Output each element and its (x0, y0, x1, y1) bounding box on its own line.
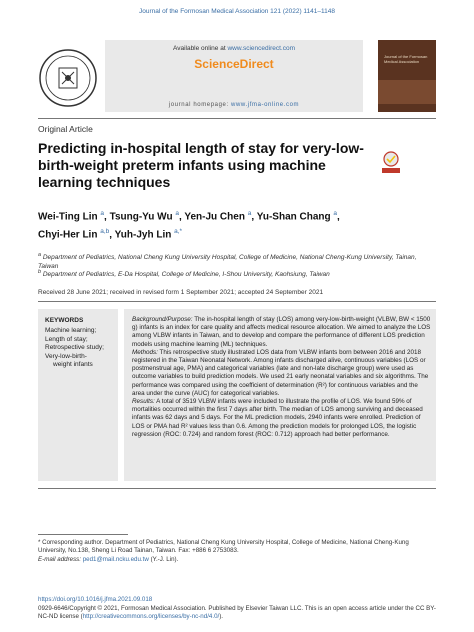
divider (38, 488, 436, 489)
license-link[interactable]: http://creativecommons.org/licenses/by-nc-nd/4.0/ (82, 613, 220, 620)
doi-link[interactable]: https://doi.org/10.1016/j.jfma.2021.09.018 (38, 596, 153, 603)
affiliation-a: $^a$ Department of Pediatrics, National Cheng Kung University Hospital, College of Medicine, National Cheng-Kung University, Tainan, Taiwan (38, 252, 417, 270)
journal-seal-logo (38, 48, 98, 108)
article-type: Original Article (38, 124, 93, 134)
author-email-link[interactable]: ped1@mail.ncku.edu.tw (82, 556, 149, 563)
author-affil-sup[interactable]: a,* (174, 228, 183, 236)
available-online-text: Available online at www.sciencedirect.com (172, 45, 295, 52)
abstract-text (132, 316, 432, 439)
author-name[interactable]: Tsung-Yu Wu (109, 211, 173, 223)
keyword-item: Length of stay; (45, 335, 88, 343)
journal-homepage-text: journal homepage: www.jfma-online.com (168, 102, 300, 108)
sciencedirect-url-link[interactable]: www.sciencedirect.com (227, 45, 295, 52)
footnote-divider (38, 534, 128, 535)
email-note: E-mail address: ped1@mail.ncku.edu.tw (Y.-J. Lin). (38, 556, 179, 563)
keyword-item: weight infants (53, 361, 93, 368)
author-affil-sup[interactable]: a (333, 210, 338, 217)
keyword-item: Very-low-birth- (45, 352, 87, 360)
divider (38, 118, 436, 119)
author-affil-sup[interactable]: a,b (100, 228, 110, 236)
abstract-results: Results: A total of 3519 VLBW infants were included to illustrate the profile of LOS. We found 59% of mortalities occurred within the first 7 days after birth. The median of LOS among surviving and deceased infants was 62 days and 5 days. For the ML prediction models, 2940 infants were enrolled. Prediction of LOS or PMA had R² values less than 0.6. Among the prediction models for prolonged LOS, the logistic regression (ROC: 0.724) and random forest (ROC: 0.712) approach had better performance. (132, 398, 423, 438)
keyword-item: Machine learning; (45, 327, 97, 334)
article-title: Predicting in-hospital length of stay for very-low-birth-weight preterm infants using machine learning techniques (38, 140, 364, 190)
license-text: 0929-6646/Copyright © 2021, Formosan Medical Association. Published by Elsevier Taiwan LLC. This is an open access article under the CC BY-NC-ND license (http://creativecommons.org/licenses/by-nc-nd/4.0/). (38, 605, 436, 620)
sciencedirect-logo[interactable]: ScienceDirect (194, 57, 274, 71)
author-name[interactable]: Yu-Shan Chang (256, 211, 331, 223)
received-dates: Received 28 June 2021; received in revised form 1 September 2021; accepted 24 September 2021 (38, 289, 324, 296)
journal-cover-image[interactable] (378, 40, 436, 112)
author-affil-sup[interactable]: a (247, 210, 252, 217)
abstract-background: Background/Purpose: The in-hospital length of stay (LOS) among very-low-birth-weight (VLBW, BW < 1500 g) infants is an index for care quality and affects medical resource allocation. We aimed to analyze the LOS among VLBW infants in Taiwan, and to develop and compare the performance of different LOS prediction models using machine learning (ML) techniques. (132, 316, 431, 348)
author-name[interactable]: Wei-Ting Lin (38, 211, 98, 223)
author-list (38, 206, 438, 243)
author-name[interactable]: Chyi-Her Lin (38, 229, 98, 241)
author-name[interactable]: Yen-Ju Chen (184, 211, 245, 223)
keyword-item: Retrospective study; (45, 344, 104, 351)
cover-title: Journal of the Formosan Medical Association (384, 54, 428, 64)
abstract-box (124, 309, 436, 481)
journal-homepage-link[interactable]: www.jfma-online.com (231, 102, 300, 108)
affiliation-b: $^b$ Department of Pediatrics, E-Da Hospital, College of Medicine, I-Shou University, Kaohsiung, Taiwan (38, 269, 330, 279)
corresponding-author-note: * Corresponding author. Department of Pediatrics, National Cheng Kung University Hospital, College of Medicine, National Cheng-Kung University, No.138, Sheng Li Road Tainan, Taiwan. Fax: +886 6 2753083. (38, 539, 409, 554)
author-line-1: Wei-Ting Lin $^a$, Tsung-Yu Wu $^a$, Yen-Ju Chen $^a$, Yu-Shan Chang $^a$, (38, 210, 340, 223)
check-for-updates-icon[interactable] (380, 150, 402, 174)
author-affil-sup[interactable]: a (175, 210, 179, 217)
keywords-list (45, 327, 104, 370)
author-line-2: Chyi-Her Lin $^{a,b}$, Yuh-Jyh Lin $^{a,*}$ (38, 228, 183, 241)
journal-reference[interactable]: Journal of the Formosan Medical Association 121 (2022) 1141–1148 (139, 8, 335, 15)
author-name[interactable]: Yuh-Jyh Lin (114, 229, 172, 241)
keywords-box (38, 309, 118, 481)
keywords-heading: KEYWORDS (45, 317, 84, 324)
abstract-methods: Methods: This retrospective study illustrated LOS data from VLBW infants born between 2016 and 2018 registered in the Taiwan Neonatal Network. Among infants discharged alive, continuous variables (LOS or postmenstrual age, PMA) and categorical variables (late and non-late discharge group) were used as outcome variables to build prediction models. We used 21 early neonatal variables and six algorithms. The performance was compared using the coefficient of determination (R²) for continuous variables and the area under the curve (AUC) for categorical variables. (132, 348, 429, 397)
divider (38, 301, 436, 302)
author-affil-sup[interactable]: a (100, 210, 105, 217)
